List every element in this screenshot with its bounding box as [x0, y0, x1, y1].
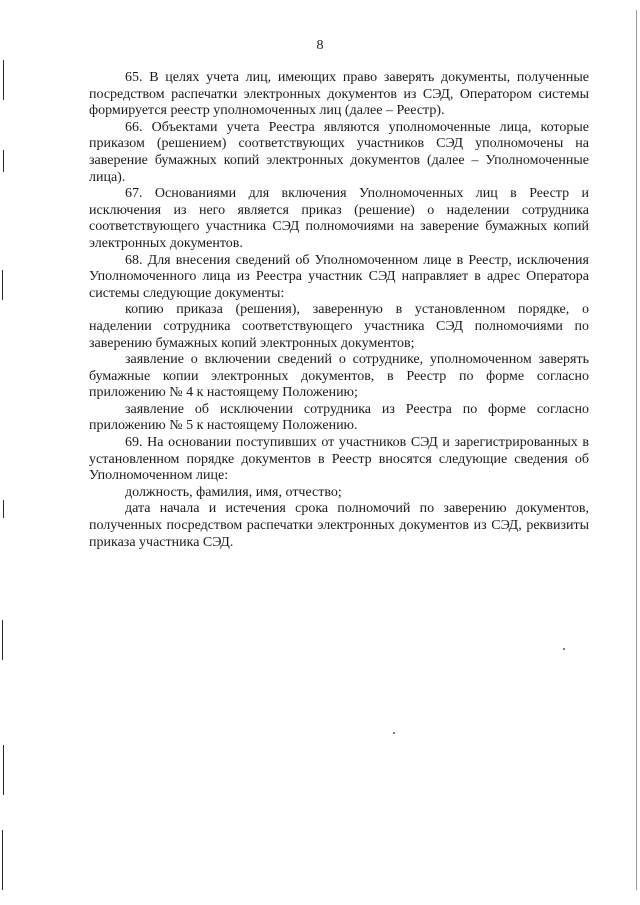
list-item-exclusion-application: заявление об исключении сотрудника из Реестра по форме согласно приложению № 5 к настоящему Положению.: [89, 401, 589, 434]
scan-edge-line: [3, 745, 4, 795]
scan-edge-line: [3, 60, 4, 100]
document-body: [89, 70, 589, 551]
list-item-position-name: должность, фамилия, имя, отчество;: [125, 484, 342, 500]
paragraph-69: 69. На основании поступивших от участников СЭД и зарегистрированных в установленном порядке документов в Реестр вносятся следующие сведения об Уполномоченном лице:: [89, 435, 589, 484]
scan-edge-line: [3, 150, 4, 172]
paragraph-67: 67. Основаниями для включения Уполномоченных лиц в Реестр и исключения из него является приказ (решение) о наделении сотрудника соответствующего участника СЭД полномочиями на заверение бумажных копий электронных документов.: [89, 186, 589, 251]
paragraph-65: 65. В целях учета лиц, имеющих право заверять документы, полученные посредством распечатки электронных документов из СЭД, Оператором системы формируется реестр уполномоченных лиц (далее – Реестр).: [89, 70, 589, 119]
scan-edge-line: [2, 620, 3, 660]
scan-edge-line: [3, 500, 4, 518]
scan-speck: [563, 648, 565, 650]
scan-edge-line: [636, 10, 637, 890]
scan-edge-line: [2, 830, 3, 890]
list-item-order-copy: копию приказа (решения), заверенную в установленном порядке, о наделении сотрудника соответствующего участника СЭД полномочиями по заверению бумажных копий электронных документов;: [89, 302, 589, 351]
scan-speck: [393, 732, 395, 734]
paragraph-66: 66. Объектами учета Реестра являются уполномоченные лица, которые приказом (решением) соответствующих участников СЭД уполномочены на заверение бумажных копий электронных документов (далее – Уполномоченные лица).: [89, 119, 589, 185]
list-item-inclusion-application: заявление о включении сведений о сотруднике, уполномоченном заверять бумажные копии электронных документов, в Реестр по форме согласно приложению № 4 к настоящему Положению;: [89, 352, 589, 401]
page-number: 8: [316, 38, 324, 53]
paragraph-68: 68. Для внесения сведений об Уполномоченном лице в Реестр, исключения Уполномоченного лица из Реестра участник СЭД направляет в адрес Оператора системы следующие документы:: [89, 252, 589, 301]
list-item-authority-dates: дата начала и истечения срока полномочий по заверению документов, полученных посредством распечатки электронных документов из СЭД, реквизиты приказа участника СЭД.: [89, 501, 589, 550]
scan-edge-line: [2, 270, 3, 300]
